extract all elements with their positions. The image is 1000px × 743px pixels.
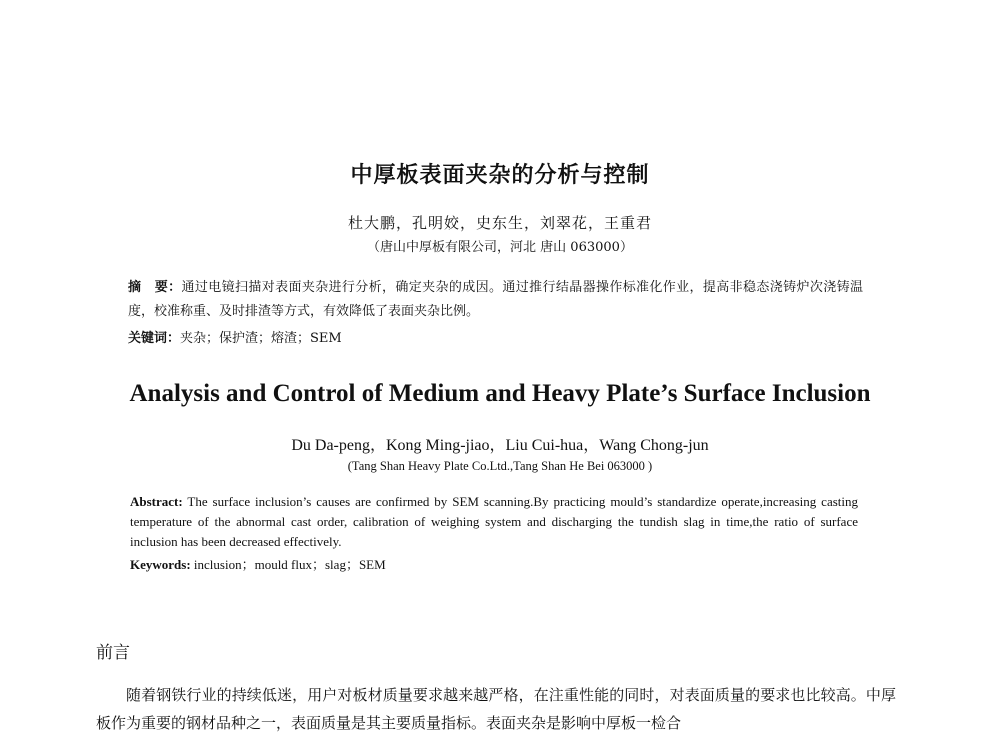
english-keywords-label: Keywords:: [130, 557, 191, 572]
chinese-abstract: [128, 276, 863, 324]
chinese-affiliation: （唐山中厚板有限公司，河北 唐山 063000）: [367, 240, 633, 255]
chinese-keywords: [128, 327, 342, 346]
english-authors: Du Da-peng，Kong Ming-jiao，Liu Cui-hua，Wang Chong-jun: [291, 437, 709, 454]
section-heading-preface: 前言: [96, 643, 130, 663]
english-abstract-label: Abstract:: [130, 494, 183, 509]
english-keywords-text: inclusion；mould flux；slag；SEM: [190, 557, 386, 572]
chinese-authors: 杜大鹏，孔明姣，史东生，刘翠花，王重君: [347, 214, 652, 232]
chinese-abstract-label: 摘 要：: [128, 280, 182, 295]
chinese-abstract-text: 通过电镜扫描对表面夹杂进行分析，确定夹杂的成因。通过推行结晶器操作标准化作业，提高非稳态浇铸炉次浇铸温度，校准称重、及时排渣等方式，有效降低了表面夹杂比例。: [128, 280, 863, 319]
english-title: Analysis and Control of Medium and Heavy Plate’s Surface Inclusion: [129, 380, 871, 407]
english-affiliation: (Tang Shan Heavy Plate Co.Ltd.,Tang Shan He Bei 063000 ): [347, 459, 653, 473]
body-paragraph: 随着钢铁行业的持续低迷，用户对板材质量要求越来越严格，在注重性能的同时，对表面质量的要求也比较高。中厚板作为重要的钢材品种之一，表面质量是其主要质量指标。表面夹杂是影响中厚板一检合: [96, 686, 896, 732]
chinese-keywords-label: 关键词：: [128, 331, 181, 346]
chinese-keywords-text: 夹杂；保护渣；熔渣；SEM: [180, 331, 342, 346]
chinese-title: 中厚板表面夹杂的分析与控制: [350, 163, 650, 188]
english-keywords: [130, 554, 386, 573]
english-abstract-text: The surface inclusion’s causes are confirmed by SEM scanning.By practicing mould’s standardize operate,increasing casting temperature of the abnormal cast order, calibration of weighing system and discharging the tundish slag in time,the ratio of surface inclusion has been decreased effectively.: [130, 494, 858, 549]
english-abstract: [130, 492, 858, 552]
